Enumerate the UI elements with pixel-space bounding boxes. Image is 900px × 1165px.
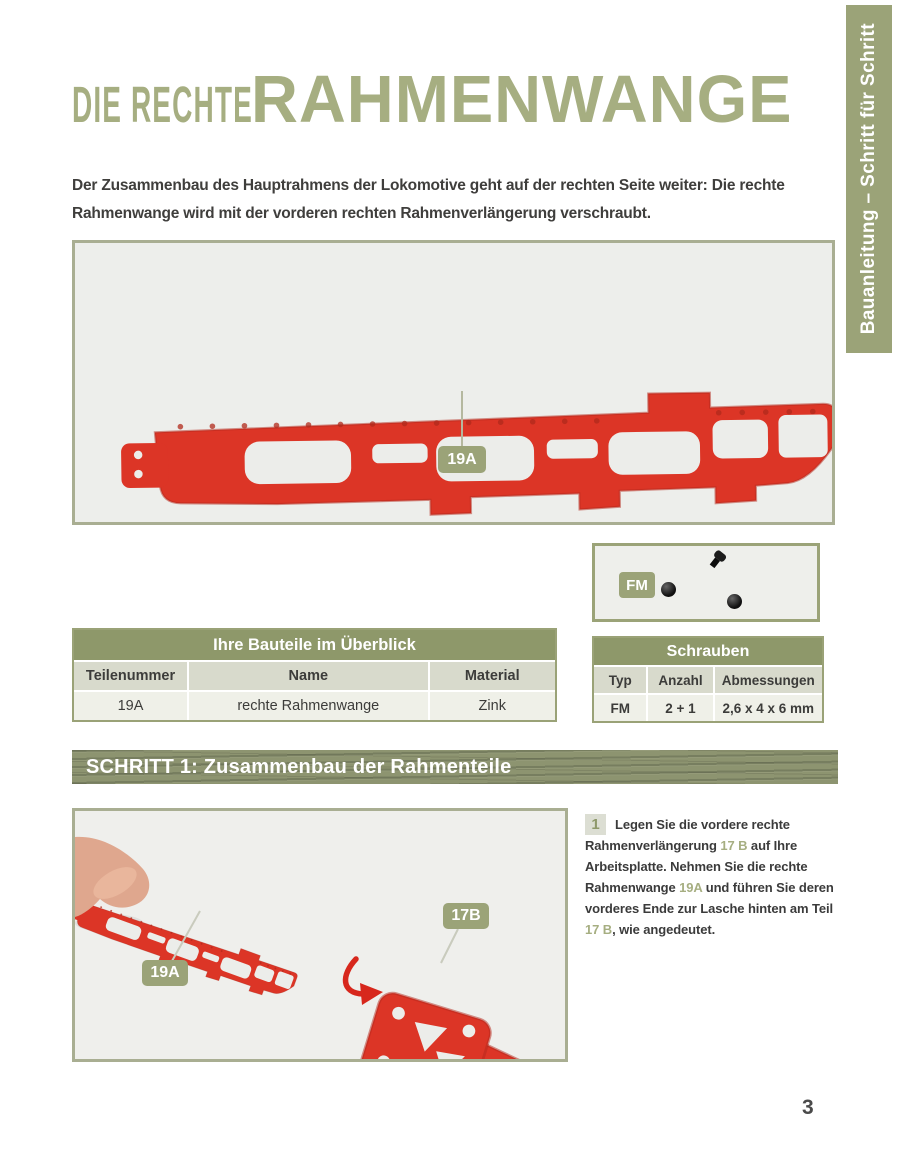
parts-table-title: Ihre Bauteile im Überblick [74, 630, 555, 660]
page-number: 3 [802, 1096, 814, 1119]
part-name-cell: rechte Rahmenwange [187, 692, 428, 720]
part-material-cell: Zink [428, 692, 555, 720]
part-reference: 17 B [720, 838, 748, 853]
column-header: Anzahl [646, 667, 712, 693]
screws-table-header-row [594, 665, 822, 693]
screw-size-cell: 2,6 x 4 x 6 mm [713, 695, 822, 721]
label-pointer-line [461, 391, 463, 446]
screw-type-cell: FM [610, 700, 630, 716]
step-text-segment: und führen Sie deren vorderes Ende zur Lasche hinten am Teil [585, 880, 834, 916]
screw-icon [727, 594, 742, 609]
column-header: Teilenummer [85, 668, 176, 684]
assembly-arrow-icon [346, 959, 363, 994]
part-reference: 17 B [585, 922, 613, 937]
screw-type-label: FM [619, 572, 655, 598]
screws-photo [592, 543, 820, 622]
screws-table-title: Schrauben [594, 638, 822, 665]
table-row [594, 693, 822, 721]
section-tab [846, 5, 892, 353]
step-instruction-body [585, 817, 834, 937]
frame-part-illustration [75, 243, 832, 522]
step-text-segment: , wie angedeutet. [612, 922, 716, 937]
step-photo [72, 808, 568, 1062]
step-text-segment: auf Ihre Arbeitsplatte. Nehmen Sie die rechte Rahmenwange [585, 838, 808, 895]
assembly-illustration [75, 811, 565, 1059]
parts-overview-table [72, 628, 557, 722]
intro-paragraph: Der Zusammenbau des Hauptrahmens der Lokomotive geht auf der rechten Seite weiter: Die rechte Rahmenwange wird mit der vorderen rechten Rahmenverlängerung verschraubt. [72, 176, 785, 222]
screw-count-cell: 2 + 1 [646, 695, 712, 721]
part-label-19a: 19A [438, 446, 486, 473]
page-title: RAHMENWANGE [251, 62, 793, 137]
column-header: Typ [608, 672, 632, 688]
part-label-19a: 19A [142, 960, 188, 986]
step-heading-band: SCHRITT 1: Zusammenbau der Rahmenteile [72, 750, 838, 784]
part-reference: 19A [679, 880, 703, 895]
column-header: Name [187, 662, 428, 690]
part-number-cell: 19A [117, 698, 144, 714]
label-pointer-line [441, 929, 458, 963]
screw-icon [661, 582, 676, 597]
screw-icon [707, 549, 728, 571]
screws-table [592, 636, 824, 723]
page-title-prefix: DIE RECHTE [72, 76, 253, 133]
step-text-segment: Legen Sie die vordere rechte Rahmenverlängerung [585, 817, 790, 853]
column-header: Abmessungen [713, 667, 822, 693]
step-number-badge: 1 [585, 814, 606, 835]
parts-table-header-row [74, 660, 555, 690]
table-row [74, 690, 555, 720]
part-label-17b: 17B [443, 903, 489, 929]
section-tab-label: Bauanleitung – Schritt für Schritt [858, 23, 879, 335]
column-header: Material [428, 662, 555, 690]
overview-photo [72, 240, 835, 525]
step-instruction [585, 814, 843, 940]
